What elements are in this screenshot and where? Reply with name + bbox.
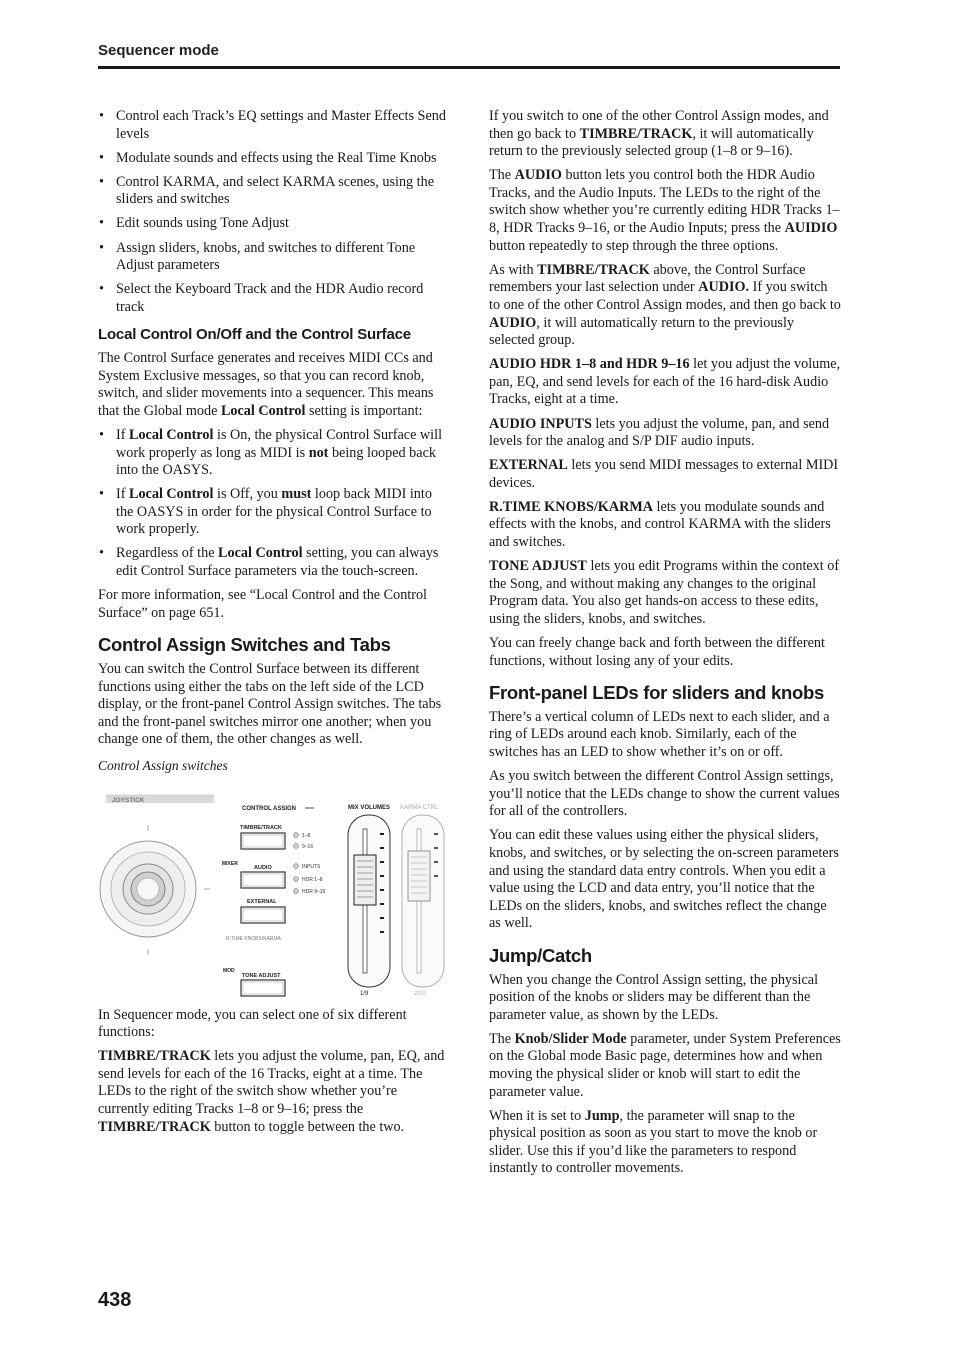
led <box>294 888 299 893</box>
control-assign-paragraph: You can switch the Control Surface between its different functions using either the tabs on the left side of the LCD display, or the front-panel Control Assign switches. The tabs and the front-panel switches mirror one another; when you change one of them, the other changes as well. <box>98 660 442 748</box>
list-item-text: Select the Keyboard Track and the HDR Audio record track <box>116 281 424 315</box>
tone-adjust-label: TONE ADJUST <box>242 972 281 979</box>
more-info-paragraph: For more information, see “Local Control and the Control Surface” on page 651. <box>98 587 427 621</box>
list-item: • Regardless of the Local Control setting, you can always edit Control Surface parameters via the touch-screen. <box>99 545 439 580</box>
list-item: • If Local Control is Off, you must loop back MIDI into the OASYS in order for the physical Control Surface to work properly. <box>99 486 432 538</box>
slider-1-cap <box>354 855 376 905</box>
list-item: • Select the Keyboard Track and the HDR Audio record track <box>99 281 424 315</box>
list-item: • Edit sounds using Tone Adjust <box>99 215 289 232</box>
mod-label: MOD <box>223 967 235 974</box>
mixer-label: MIXER <box>222 860 238 867</box>
paragraph: As you switch between the different Control Assign settings, you’ll notice that the LEDs change to show the current values for all of the controllers. <box>489 768 840 820</box>
slider-2-cap <box>408 851 430 901</box>
local-control-paragraph: The Control Surface generates and receives MIDI CCs and System Exclusive messages, so that you can record knob, switch, and slider movements into a sequencer. This means that the Global mode Local Control setting is important: <box>98 350 434 419</box>
led <box>294 876 299 881</box>
audio-label: AUDIO <box>254 864 272 871</box>
led <box>294 832 299 837</box>
list-item: • Control each Track’s EQ settings and Master Effects Send levels <box>99 108 446 142</box>
timbre-track-label: TIMBRE/TRACK <box>240 824 282 831</box>
karma-ctrl-label: KARMA CTRL <box>400 804 439 811</box>
control-assign-heading: Control Assign Switches and Tabs <box>98 634 391 656</box>
led-label: HDR 9–16 <box>302 888 326 895</box>
local-control-heading: Local Control On/Off and the Control Surface <box>98 326 411 344</box>
tone-adjust-switch <box>241 980 285 996</box>
paragraph: AUDIO HDR 1–8 and HDR 9–16 let you adjust the volume, pan, EQ, and send levels for each of the 16 hard-disk Audio Tracks, eight at a time. <box>489 356 841 408</box>
running-header: Sequencer mode <box>98 42 219 59</box>
leds-heading: Front-panel LEDs for sliders and knobs <box>489 682 825 704</box>
rtk-label: R.TIME KNOBS/KARMA <box>226 935 282 942</box>
led-label: 1–8 <box>302 832 311 839</box>
figure-caption: Control Assign switches <box>98 757 228 773</box>
paragraph: EXTERNAL lets you send MIDI messages to external MIDI devices. <box>489 457 839 491</box>
paragraph: As with TIMBRE/TRACK above, the Control Surface remembers your last selection under AUDIO. If you switch to one of the other Control Assign modes, and then go back to AUDIO, it will automatically return to the previously selected group. <box>489 261 841 349</box>
mix-volumes-label: MIX VOLUMES <box>348 804 391 811</box>
left-column <box>98 108 448 1143</box>
timbre-track-switch <box>241 833 285 849</box>
paragraph: If you switch to one of the other Control Assign modes, and then go back to TIMBRE/TRACK, it will automatically return to the previously selected group (1–8 or 9–16). <box>489 108 829 160</box>
audio-switch <box>241 872 285 888</box>
led-label: 9–16 <box>302 843 314 850</box>
control-assign-figure <box>92 785 448 997</box>
slider-2-label: 2/10 <box>414 990 426 997</box>
after-figure-paragraph: In Sequencer mode, you can select one of six different functions: <box>98 1006 407 1041</box>
list-item: • Modulate sounds and effects using the Real Time Knobs <box>99 149 437 166</box>
paragraph: AUDIO INPUTS lets you adjust the volume, pan, and send levels for the analog and S/P DIF audio inputs. <box>489 415 830 450</box>
list-item-text: Edit sounds using Tone Adjust <box>116 215 289 232</box>
jump-catch-heading: Jump/Catch <box>489 944 592 966</box>
list-item-text: Control KARMA, and select KARMA scenes, using the sliders and switches <box>116 173 435 208</box>
led <box>294 843 299 848</box>
right-column <box>489 108 841 1185</box>
control-assign-label: CONTROL ASSIGN <box>242 805 297 812</box>
list-item-text: Modulate sounds and effects using the Real Time Knobs <box>116 149 437 166</box>
list-item-text: Assign sliders, knobs, and switches to different Tone Adjust parameters <box>116 239 416 274</box>
list-item: • Assign sliders, knobs, and switches to different Tone Adjust parameters <box>99 239 416 274</box>
paragraph: When it is set to Jump, the parameter will snap to the physical position as soon as you start to move the knob or slider. Use this if you’d like the parameters to respond instantly to controller movements. <box>489 1107 818 1177</box>
list-item: • Control KARMA, and select KARMA scenes, using the sliders and switches <box>99 173 435 208</box>
header-rule <box>98 66 840 69</box>
timbre-track-paragraph: TIMBRE/TRACK lets you adjust the volume, pan, EQ, and send levels for each of the 16 Tracks, eight at a time. The LEDs to the right of the switch show whether you’re currently editing Tracks 1–8 or 9–16; press the TIMBRE/TRACK button to toggle between the two. <box>98 1048 445 1135</box>
list-item-text: Control each Track’s EQ settings and Master Effects Send levels <box>116 108 446 142</box>
led-label: INPUTS <box>302 863 321 870</box>
external-label: EXTERNAL <box>247 898 277 905</box>
page-number: 438 <box>98 1289 132 1311</box>
led <box>294 863 299 868</box>
paragraph: The Knob/Slider Mode parameter, under System Preferences on the Global mode Basic page, determines how and when moving the physical slider or knob will start to edit the parameter value. <box>489 1030 841 1100</box>
paragraph: There’s a vertical column of LEDs next to each slider, and a ring of LEDs around each knob. Similarly, each of the switches has an LED to show whether it’s on or off. <box>489 708 830 760</box>
external-switch <box>241 907 285 923</box>
paragraph: When you change the Control Assign setting, the physical position of the knobs or sliders may be different than the parameter value, as shown by the LEDs. <box>489 971 819 1023</box>
led-label: HDR 1–8 <box>302 876 323 883</box>
paragraph: The AUDIO button lets you control both the HDR Audio Tracks, and the Audio Inputs. The LEDs to the right of the switch show whether you’re currently editing HDR Tracks 1–8, HDR Tracks 9–16, or the Audio Inputs; press the AUIDIO button repeatedly to step through the three options. <box>489 167 840 254</box>
paragraph: R.TIME KNOBS/KARMA lets you modulate sounds and effects with the knobs, and control KARMA with the sliders and switches. <box>489 498 831 551</box>
paragraph: TONE ADJUST lets you edit Programs within the context of the Song, and without making any changes to the original Program data. You also get hands-on access to these edits, using the sliders, knobs, and switches. <box>489 558 840 627</box>
slider-1-label: 1/9 <box>360 990 369 997</box>
list-item: • If Local Control is On, the physical Control Surface will work properly as long as MIDI is not being looped back into the OASYS. <box>99 426 443 479</box>
paragraph: You can edit these values using either the physical sliders, knobs, and switches, or by selecting the on-screen parameters and using the standard data entry controls. When you edit a value using the LCD and data entry, you’ll notice that the LEDs on the sliders, knobs, and switches reflect the change as well. <box>489 827 839 932</box>
joystick-label: JOYSTICK <box>112 796 145 804</box>
paragraph: You can freely change back and forth between the different functions, without losing any of your edits. <box>489 635 825 669</box>
